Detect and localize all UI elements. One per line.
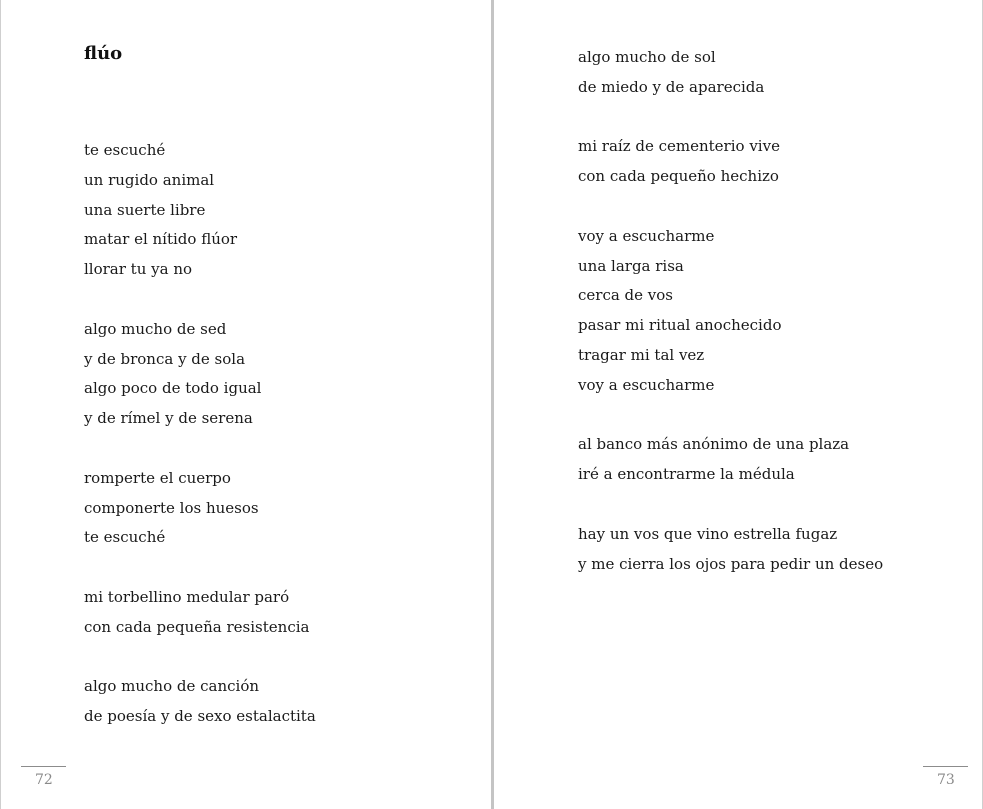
stanza (84, 464, 316, 553)
verse-line: te escuché (84, 528, 166, 547)
stanza (578, 132, 883, 192)
stanza (578, 222, 883, 401)
verse-line: algo mucho de sed (84, 319, 227, 338)
verse-line: mi torbellino medular paró (84, 587, 290, 606)
left-page (0, 0, 491, 809)
verse-line: algo mucho de sol (578, 48, 716, 66)
verse-line: voy a escucharme (578, 226, 715, 245)
verse-line: pasar mi ritual anochecido (578, 316, 782, 335)
verse-line: una larga risa (578, 256, 684, 275)
verse-line: te escuché (84, 141, 166, 159)
verse-line: voy a escucharme (578, 375, 715, 394)
verse-line: una suerte libre (84, 200, 206, 219)
poem-title: flúo (84, 43, 123, 64)
stanza (84, 136, 316, 285)
stanza (578, 520, 883, 580)
page-number: 72 (21, 766, 66, 789)
verse-line: hay un vos que vino estrella fugaz (578, 524, 838, 543)
verse-line: de miedo y de aparecida (578, 77, 765, 96)
verse-line: con cada pequeña resistencia (84, 617, 310, 636)
verse-line: iré a encontrarme la médula (578, 465, 795, 484)
right-page (494, 0, 983, 809)
verse-line: tragar mi tal vez (578, 345, 705, 364)
stanza (84, 315, 316, 434)
verse-line: y de rímel y de serena (84, 409, 253, 428)
verse-line: cerca de vos (578, 286, 674, 305)
stanza (578, 430, 883, 490)
verse-line: llorar tu ya no (84, 260, 193, 279)
verse-line: al banco más anónimo de una plaza (578, 435, 850, 454)
verse-line: romperte el cuerpo (84, 468, 231, 487)
verse-line: y de bronca y de sola (84, 349, 246, 368)
verse-line: de poesía y de sexo estalactita (84, 707, 316, 726)
stanza (84, 672, 316, 732)
verse-line: un rugido animal (84, 170, 215, 189)
verse-line: algo poco de todo igual (84, 379, 262, 398)
verse-line: matar el nítido flúor (84, 230, 238, 249)
verse-line: mi raíz de cementerio vive (578, 137, 780, 156)
verse-line: y me cierra los ojos para pedir un deseo (578, 554, 884, 573)
right-page-stanzas (578, 43, 883, 609)
stanza (578, 43, 883, 103)
page-number: 73 (923, 766, 968, 789)
verse-line: algo mucho de canción (84, 677, 260, 696)
stanza (84, 583, 316, 643)
verse-line: componerte los huesos (84, 498, 259, 517)
verse-line: con cada pequeño hechizo (578, 167, 779, 186)
left-page-stanzas (84, 136, 316, 762)
